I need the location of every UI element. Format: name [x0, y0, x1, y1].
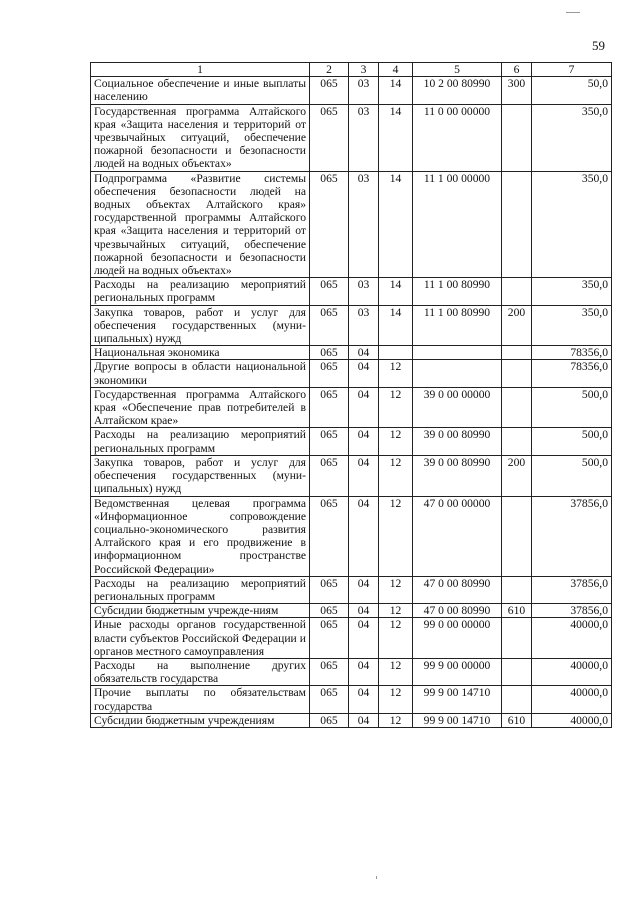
cell-target-article: 99 9 00 14710: [413, 686, 502, 713]
cell-subsection: 12: [379, 686, 413, 713]
table-row: [91, 387, 612, 428]
cell-section: 04: [349, 618, 379, 659]
cell-expense-type: 610: [502, 604, 532, 618]
table-row: [91, 618, 612, 659]
page-number: 59: [592, 38, 605, 53]
cell-item-name: Субсидии бюджетным учрежде-ниям: [91, 604, 310, 618]
table-row: [91, 576, 612, 603]
cell-ministry-code: 065: [310, 618, 349, 659]
cell-amount: 500,0: [532, 387, 612, 428]
cell-target-article: 39 0 00 00000: [413, 387, 502, 428]
cell-amount: 500,0: [532, 455, 612, 496]
cell-subsection: 12: [379, 360, 413, 387]
cell-section: 04: [349, 455, 379, 496]
cell-expense-type: [502, 278, 532, 305]
table-header: [91, 63, 612, 77]
cell-expense-type: [502, 104, 532, 171]
cell-expense-type: [502, 618, 532, 659]
budget-table: [90, 62, 612, 728]
cell-item-name: Субсидии бюджетным учреждениям: [91, 713, 310, 727]
cell-ministry-code: 065: [310, 278, 349, 305]
cell-subsection: 12: [379, 387, 413, 428]
cell-subsection: 12: [379, 713, 413, 727]
cell-subsection: 12: [379, 576, 413, 603]
cell-subsection: 12: [379, 604, 413, 618]
cell-amount: 37856,0: [532, 604, 612, 618]
cell-amount: 350,0: [532, 278, 612, 305]
cell-item-name: Подпрограмма «Развитие системы обеспечения безопасности людей на водных объектах Алтайского края» государственной программы Алтайского края «Защита населения и территорий от чрезвычайных ситуаций, обеспечение пожарной безопасности и безопасности людей на водных объектах»: [91, 171, 310, 278]
header-col-2: 2: [310, 63, 349, 77]
table-row: [91, 104, 612, 171]
header-col-4: 4: [379, 63, 413, 77]
cell-item-name: Социальное обеспечение и иные выплаты населению: [91, 77, 310, 104]
cell-item-name: Расходы на реализацию мероприятий региональных программ: [91, 428, 310, 455]
cell-ministry-code: 065: [310, 496, 349, 576]
cell-item-name: Национальная экономика: [91, 346, 310, 360]
cell-expense-type: [502, 360, 532, 387]
cell-section: 04: [349, 686, 379, 713]
cell-section: 04: [349, 576, 379, 603]
cell-target-article: 11 0 00 00000: [413, 104, 502, 171]
cell-amount: 40000,0: [532, 713, 612, 727]
cell-item-name: Закупка товаров, работ и услуг для обеспечения государственных (муниципальных) нужд: [91, 455, 310, 496]
cell-expense-type: [502, 686, 532, 713]
cell-target-article: 10 2 00 80990: [413, 77, 502, 104]
cell-amount: 37856,0: [532, 576, 612, 603]
cell-target-article: 11 1 00 80990: [413, 278, 502, 305]
cell-expense-type: 200: [502, 455, 532, 496]
table-row: [91, 604, 612, 618]
cell-item-name: Прочие выплаты по обязательствам государства: [91, 686, 310, 713]
cell-expense-type: [502, 576, 532, 603]
cell-subsection: 12: [379, 618, 413, 659]
cell-subsection: 14: [379, 278, 413, 305]
cell-item-name: Государственная программа Алтайского края «Защита населения и территорий от чрезвычайных ситуаций, обеспечение пожарной безопасности и безопасности людей на водных объектах»: [91, 104, 310, 171]
cell-amount: 37856,0: [532, 496, 612, 576]
cell-amount: 350,0: [532, 171, 612, 278]
cell-expense-type: 200: [502, 305, 532, 346]
cell-item-name: Расходы на реализацию мероприятий региональных программ: [91, 576, 310, 603]
cell-expense-type: [502, 387, 532, 428]
cell-ministry-code: 065: [310, 658, 349, 685]
cell-section: 04: [349, 346, 379, 360]
cell-section: 04: [349, 658, 379, 685]
cell-item-name: Государственная программа Алтайского края «Обеспечение прав потребителей в Алтайском крае»: [91, 387, 310, 428]
cell-amount: 50,0: [532, 77, 612, 104]
cell-section: 04: [349, 713, 379, 727]
cell-expense-type: [502, 428, 532, 455]
table-row: [91, 428, 612, 455]
cell-subsection: 12: [379, 428, 413, 455]
cell-ministry-code: 065: [310, 455, 349, 496]
cell-section: 03: [349, 171, 379, 278]
cell-ministry-code: 065: [310, 686, 349, 713]
cell-item-name: Ведомственная целевая программа «Информационное сопровождение социально-экономического развития Алтайского края и его продвижение в информационном пространстве Российской Федерации»: [91, 496, 310, 576]
header-col-1: 1: [91, 63, 310, 77]
table-row: [91, 713, 612, 727]
cell-target-article: 99 0 00 00000: [413, 618, 502, 659]
cell-ministry-code: 065: [310, 387, 349, 428]
cell-target-article: 11 1 00 80990: [413, 305, 502, 346]
table-row: [91, 278, 612, 305]
cell-section: 04: [349, 496, 379, 576]
cell-ministry-code: 065: [310, 428, 349, 455]
cell-subsection: 14: [379, 305, 413, 346]
cell-target-article: [413, 360, 502, 387]
cell-amount: 500,0: [532, 428, 612, 455]
cell-expense-type: [502, 496, 532, 576]
table-row: [91, 658, 612, 685]
cell-amount: 40000,0: [532, 658, 612, 685]
cell-subsection: 12: [379, 496, 413, 576]
cell-ministry-code: 065: [310, 346, 349, 360]
cell-expense-type: 610: [502, 713, 532, 727]
cell-amount: 78356,0: [532, 360, 612, 387]
cell-expense-type: [502, 171, 532, 278]
cell-subsection: 12: [379, 455, 413, 496]
header-col-7: 7: [532, 63, 612, 77]
cell-item-name: Закупка товаров, работ и услуг для обеспечения государственных (муниципальных) нужд: [91, 305, 310, 346]
scan-mark-top: [566, 12, 580, 13]
cell-subsection: [379, 346, 413, 360]
cell-ministry-code: 065: [310, 171, 349, 278]
header-row: [91, 63, 612, 77]
cell-amount: 40000,0: [532, 686, 612, 713]
cell-target-article: 39 0 00 80990: [413, 428, 502, 455]
cell-amount: 350,0: [532, 104, 612, 171]
cell-target-article: 47 0 00 80990: [413, 604, 502, 618]
cell-target-article: 11 1 00 00000: [413, 171, 502, 278]
table-row: [91, 77, 612, 104]
cell-section: 03: [349, 77, 379, 104]
cell-ministry-code: 065: [310, 576, 349, 603]
cell-item-name: Расходы на реализацию мероприятий региональных программ: [91, 278, 310, 305]
table-row: [91, 305, 612, 346]
table-row: [91, 346, 612, 360]
cell-subsection: 14: [379, 77, 413, 104]
cell-ministry-code: 065: [310, 713, 349, 727]
cell-section: 03: [349, 305, 379, 346]
cell-expense-type: [502, 658, 532, 685]
cell-section: 04: [349, 604, 379, 618]
cell-expense-type: 300: [502, 77, 532, 104]
cell-target-article: 47 0 00 00000: [413, 496, 502, 576]
cell-ministry-code: 065: [310, 305, 349, 346]
table-row: [91, 171, 612, 278]
cell-item-name: Расходы на выполнение других обязательств государства: [91, 658, 310, 685]
cell-target-article: 99 9 00 00000: [413, 658, 502, 685]
cell-section: 04: [349, 428, 379, 455]
cell-target-article: 99 9 00 14710: [413, 713, 502, 727]
table-row: [91, 496, 612, 576]
table-row: [91, 455, 612, 496]
cell-section: 04: [349, 387, 379, 428]
table-row: [91, 360, 612, 387]
cell-subsection: 12: [379, 658, 413, 685]
cell-expense-type: [502, 346, 532, 360]
cell-ministry-code: 065: [310, 604, 349, 618]
cell-section: 03: [349, 278, 379, 305]
cell-item-name: Другие вопросы в области национальной экономики: [91, 360, 310, 387]
cell-target-article: 47 0 00 80990: [413, 576, 502, 603]
cell-item-name: Иные расходы органов государственной власти субъектов Российской Федерации и органов местного самоуправления: [91, 618, 310, 659]
scan-mark-bottom: [376, 876, 377, 879]
cell-amount: 78356,0: [532, 346, 612, 360]
cell-target-article: [413, 346, 502, 360]
header-col-3: 3: [349, 63, 379, 77]
cell-section: 04: [349, 360, 379, 387]
cell-target-article: 39 0 00 80990: [413, 455, 502, 496]
cell-amount: 40000,0: [532, 618, 612, 659]
cell-subsection: 14: [379, 171, 413, 278]
cell-ministry-code: 065: [310, 360, 349, 387]
cell-section: 03: [349, 104, 379, 171]
cell-ministry-code: 065: [310, 77, 349, 104]
cell-ministry-code: 065: [310, 104, 349, 171]
cell-subsection: 14: [379, 104, 413, 171]
header-col-6: 6: [502, 63, 532, 77]
table-body: [91, 77, 612, 728]
cell-amount: 350,0: [532, 305, 612, 346]
table-row: [91, 686, 612, 713]
header-col-5: 5: [413, 63, 502, 77]
